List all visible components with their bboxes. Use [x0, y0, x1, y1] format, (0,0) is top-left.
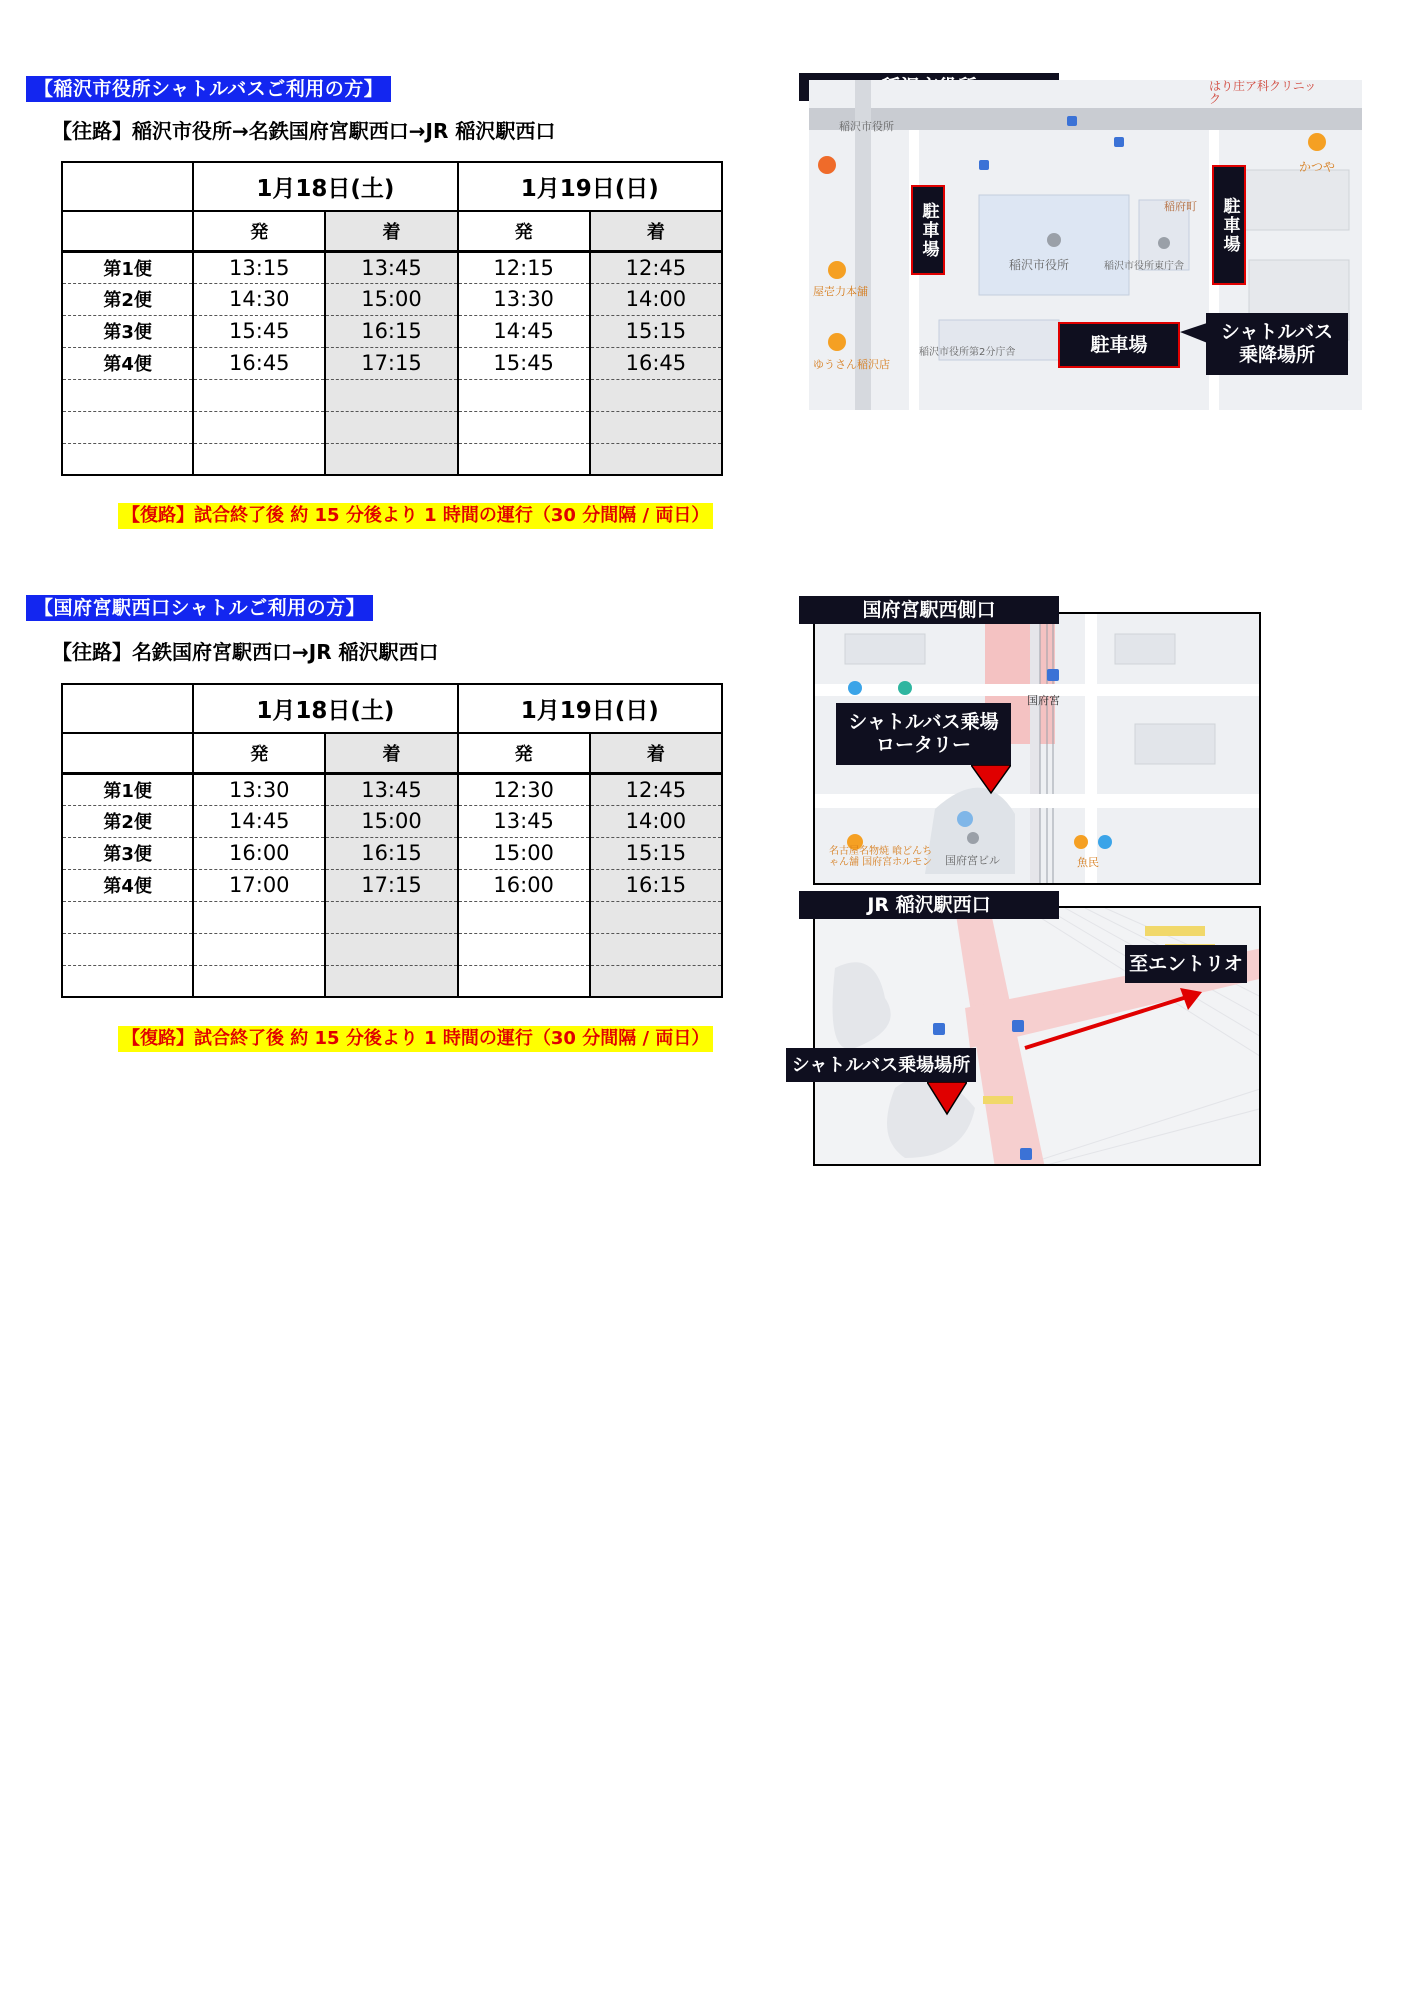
arrive-time: 16:15: [325, 837, 457, 869]
corner-cell: [62, 211, 193, 251]
arrive-time: 16:15: [590, 869, 722, 901]
arrive-time: 14:00: [590, 283, 722, 315]
arrive-time: 15:15: [590, 837, 722, 869]
section1-return-note: 【復路】試合終了後 約 15 分後より 1 時間の運行（30 分間隔 / 両日）: [118, 503, 713, 529]
arrive-header: 着: [325, 211, 457, 251]
section1-timetable: [61, 161, 723, 476]
to-entrio-label: 至エントリオ: [1125, 945, 1247, 983]
map-text: 稲沢市役所第2分庁舎: [919, 347, 1016, 358]
corner-cell: [62, 684, 193, 733]
trip-label: 第2便: [62, 805, 193, 837]
table-row-empty: [62, 933, 722, 965]
day2-header: 1月19日(日): [458, 162, 722, 211]
trip-label: 第1便: [62, 251, 193, 283]
depart-time: 14:30: [193, 283, 325, 315]
depart-header: 発: [193, 733, 325, 773]
arrive-time: 15:00: [325, 283, 457, 315]
depart-header: 発: [193, 211, 325, 251]
depart-time: 13:30: [458, 283, 590, 315]
arrive-time: 13:45: [325, 251, 457, 283]
depart-time: 17:00: [193, 869, 325, 901]
table-row: [62, 347, 722, 379]
day1-header: 1月18日(土): [193, 162, 457, 211]
trip-label: 第4便: [62, 869, 193, 901]
map-text: 国府宮: [1027, 694, 1060, 707]
depart-time: 16:45: [193, 347, 325, 379]
corner-cell: [62, 162, 193, 211]
section2-header: 【国府宮駅西口シャトルご利用の方】: [26, 595, 373, 621]
arrive-time: 12:45: [590, 773, 722, 805]
inazawa-shuttle-callout: シャトルバス乗場場所: [786, 1048, 976, 1082]
map-text: ゆうさん稲沢店: [813, 358, 890, 371]
table-row: [62, 837, 722, 869]
kounomiya-map-label: 国府宮駅西側口: [799, 596, 1059, 624]
section1-header: 【稲沢市役所シャトルバスご利用の方】: [26, 76, 391, 102]
map-text: 稲沢市役所: [839, 120, 894, 133]
inazawa-map-label: JR 稲沢駅西口: [799, 891, 1059, 919]
table-row-empty: [62, 965, 722, 997]
arrive-header: 着: [325, 733, 457, 773]
arrive-time: 13:45: [325, 773, 457, 805]
trip-label: 第2便: [62, 283, 193, 315]
map-text: 屋壱力本舗: [813, 285, 868, 298]
arrive-time: 16:15: [325, 315, 457, 347]
section1-route: 【往路】稲沢市役所→名鉄国府宮駅西口→JR 稲沢駅西口: [52, 119, 556, 143]
trip-label: 第4便: [62, 347, 193, 379]
marker-triangle-icon: [927, 1082, 967, 1116]
arrive-time: 15:15: [590, 315, 722, 347]
depart-time: 12:15: [458, 251, 590, 283]
direction-arrow-icon: [1010, 980, 1210, 1060]
table-row: [62, 805, 722, 837]
table-row: [62, 315, 722, 347]
depart-header: 発: [458, 733, 590, 773]
arrive-time: 15:00: [325, 805, 457, 837]
marker-triangle-icon: [971, 765, 1011, 795]
map-text: 稲沢市役所東庁舎: [1104, 261, 1184, 272]
map-text: 国府宮ビル: [945, 854, 1000, 867]
table-row: [62, 283, 722, 315]
table-row-empty: [62, 901, 722, 933]
table-row-empty: [62, 443, 722, 475]
parking-bottom-label: 駐車場: [1058, 322, 1180, 368]
shuttle-stop-callout: シャトルバス乗降場所: [1206, 313, 1348, 375]
map-text: 名古屋名物焼 喰どんちゃん舗 国府宮ホルモン: [829, 846, 933, 868]
arrive-time: 14:00: [590, 805, 722, 837]
depart-time: 13:45: [458, 805, 590, 837]
depart-time: 13:15: [193, 251, 325, 283]
arrive-header: 着: [590, 211, 722, 251]
arrive-time: 17:15: [325, 869, 457, 901]
map-text: かつや: [1299, 160, 1336, 174]
section2-route: 【往路】名鉄国府宮駅西口→JR 稲沢駅西口: [52, 640, 439, 664]
depart-time: 16:00: [458, 869, 590, 901]
table-row: [62, 869, 722, 901]
depart-time: 15:45: [193, 315, 325, 347]
table-row-empty: [62, 379, 722, 411]
section2-timetable: [61, 683, 723, 998]
arrive-time: 16:45: [590, 347, 722, 379]
map-text: 魚民: [1077, 856, 1099, 869]
arrive-time: 12:45: [590, 251, 722, 283]
depart-header: 発: [458, 211, 590, 251]
depart-time: 16:00: [193, 837, 325, 869]
depart-time: 15:45: [458, 347, 590, 379]
depart-time: 13:30: [193, 773, 325, 805]
depart-time: 14:45: [458, 315, 590, 347]
map-text: はり庄ア科クリニック: [1209, 80, 1317, 106]
trip-label: 第3便: [62, 315, 193, 347]
section2-return-note: 【復路】試合終了後 約 15 分後より 1 時間の運行（30 分間隔 / 両日）: [118, 1026, 713, 1052]
depart-time: 14:45: [193, 805, 325, 837]
table-row: [62, 773, 722, 805]
day2-header: 1月19日(日): [458, 684, 722, 733]
corner-cell: [62, 733, 193, 773]
day1-header: 1月18日(土): [193, 684, 457, 733]
parking-left-label: 駐車場: [911, 185, 945, 275]
arrive-header: 着: [590, 733, 722, 773]
callout-pointer-icon: [1180, 322, 1210, 352]
arrive-time: 17:15: [325, 347, 457, 379]
table-row-empty: [62, 411, 722, 443]
kounomiya-shuttle-callout: シャトルバス乗場ロータリー: [836, 703, 1011, 765]
trip-label: 第3便: [62, 837, 193, 869]
table-row: [62, 251, 722, 283]
map-text: 稲府町: [1164, 200, 1197, 213]
map-text: 稲沢市役所: [1009, 258, 1070, 272]
parking-right-label: 駐車場: [1212, 165, 1246, 285]
depart-time: 15:00: [458, 837, 590, 869]
depart-time: 12:30: [458, 773, 590, 805]
trip-label: 第1便: [62, 773, 193, 805]
